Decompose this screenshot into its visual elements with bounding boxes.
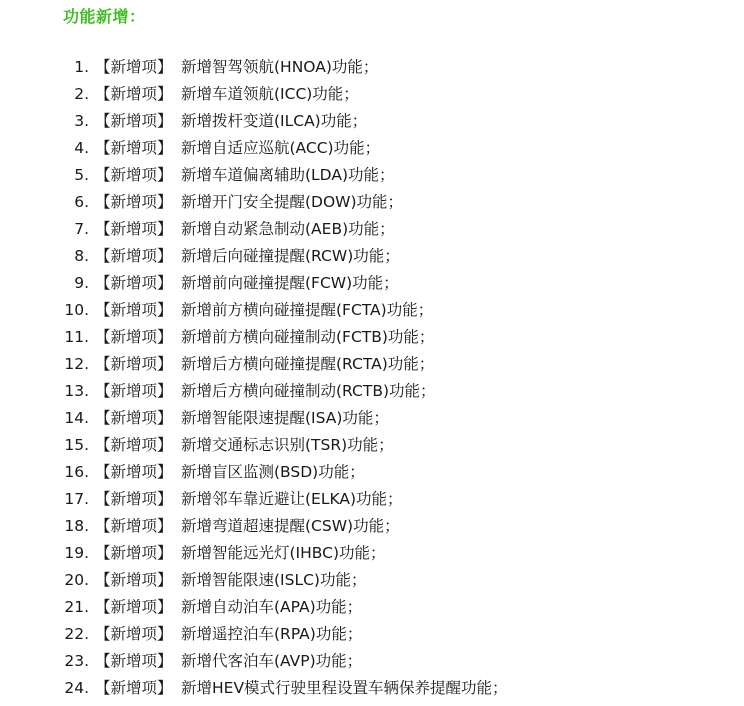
- item-description: 新增前方横向碰撞制动(FCTB)功能；: [181, 328, 435, 346]
- item-number: 7.: [74, 220, 89, 238]
- item-description: 新增自适应巡航(ACC)功能；: [181, 139, 381, 157]
- list-item: [0, 189, 508, 216]
- item-tag: 【新增项】: [95, 112, 173, 130]
- item-number: 2.: [74, 85, 89, 103]
- item-description: 新增开门安全提醒(DOW)功能；: [181, 193, 404, 211]
- item-tag: 【新增项】: [95, 490, 173, 508]
- item-tag: 【新增项】: [95, 193, 173, 211]
- item-tag: 【新增项】: [95, 139, 173, 157]
- item-tag: 【新增项】: [95, 544, 173, 562]
- item-number: 1.: [74, 58, 89, 76]
- item-description: 新增遥控泊车(RPA)功能；: [181, 625, 363, 643]
- item-number: 21.: [64, 598, 89, 616]
- item-description: 新增邻车靠近避让(ELKA)功能；: [181, 490, 403, 508]
- list-item: [0, 351, 508, 378]
- item-description: 新增HEV模式行驶里程设置车辆保养提醒功能；: [181, 679, 508, 697]
- item-tag: 【新增项】: [95, 625, 173, 643]
- item-tag: 【新增项】: [95, 328, 173, 346]
- item-number: 5.: [74, 166, 89, 184]
- list-item: [0, 270, 508, 297]
- list-item: [0, 405, 508, 432]
- list-item: [0, 243, 508, 270]
- item-tag: 【新增项】: [95, 220, 173, 238]
- item-description: 新增代客泊车(AVP)功能；: [181, 652, 363, 670]
- item-description: 新增拨杆变道(ILCA)功能；: [181, 112, 368, 130]
- list-item: [0, 162, 508, 189]
- list-item: [0, 324, 508, 351]
- item-number: 20.: [64, 571, 89, 589]
- item-description: 新增后方横向碰撞提醒(RCTA)功能；: [181, 355, 435, 373]
- list-item: [0, 432, 508, 459]
- list-item: [0, 648, 508, 675]
- item-tag: 【新增项】: [95, 517, 173, 535]
- list-item: [0, 216, 508, 243]
- item-description: 新增自动泊车(APA)功能；: [181, 598, 363, 616]
- item-tag: 【新增项】: [95, 409, 173, 427]
- list-item: [0, 621, 508, 648]
- item-tag: 【新增项】: [95, 301, 173, 319]
- item-number: 16.: [64, 463, 89, 481]
- list-item: [0, 54, 508, 81]
- item-tag: 【新增项】: [95, 166, 173, 184]
- item-tag: 【新增项】: [95, 463, 173, 481]
- item-number: 8.: [74, 247, 89, 265]
- item-description: 新增智能限速(ISLC)功能；: [181, 571, 367, 589]
- item-tag: 【新增项】: [95, 382, 173, 400]
- item-description: 新增智能远光灯(IHBC)功能；: [181, 544, 386, 562]
- item-number: 14.: [64, 409, 89, 427]
- list-item: [0, 594, 508, 621]
- list-item: [0, 81, 508, 108]
- item-number: 3.: [74, 112, 89, 130]
- item-number: 18.: [64, 517, 89, 535]
- list-item: [0, 108, 508, 135]
- item-number: 6.: [74, 193, 89, 211]
- list-item: [0, 567, 508, 594]
- item-tag: 【新增项】: [95, 85, 173, 103]
- item-description: 新增前方横向碰撞提醒(FCTA)功能；: [181, 301, 434, 319]
- item-description: 新增后方横向碰撞制动(RCTB)功能；: [181, 382, 436, 400]
- section-heading: 功能新增：: [63, 7, 146, 26]
- item-tag: 【新增项】: [95, 247, 173, 265]
- item-tag: 【新增项】: [95, 436, 173, 454]
- item-number: 12.: [64, 355, 89, 373]
- list-item: [0, 486, 508, 513]
- item-number: 9.: [74, 274, 89, 292]
- item-tag: 【新增项】: [95, 571, 173, 589]
- feature-list: [0, 54, 508, 702]
- item-tag: 【新增项】: [95, 652, 173, 670]
- item-description: 新增弯道超速提醒(CSW)功能；: [181, 517, 400, 535]
- item-number: 23.: [64, 652, 89, 670]
- item-number: 10.: [64, 301, 89, 319]
- list-item: [0, 459, 508, 486]
- item-tag: 【新增项】: [95, 679, 173, 697]
- list-item: [0, 297, 508, 324]
- item-tag: 【新增项】: [95, 58, 173, 76]
- item-tag: 【新增项】: [95, 598, 173, 616]
- item-description: 新增后向碰撞提醒(RCW)功能；: [181, 247, 400, 265]
- item-description: 新增车道领航(ICC)功能；: [181, 85, 359, 103]
- item-number: 13.: [64, 382, 89, 400]
- item-number: 15.: [64, 436, 89, 454]
- item-tag: 【新增项】: [95, 274, 173, 292]
- item-description: 新增交通标志识别(TSR)功能；: [181, 436, 394, 454]
- item-description: 新增智能限速提醒(ISA)功能；: [181, 409, 389, 427]
- item-description: 新增前向碰撞提醒(FCW)功能；: [181, 274, 399, 292]
- item-description: 新增自动紧急制动(AEB)功能；: [181, 220, 395, 238]
- item-description: 新增车道偏离辅助(LDA)功能；: [181, 166, 395, 184]
- item-number: 22.: [64, 625, 89, 643]
- list-item: [0, 675, 508, 702]
- item-tag: 【新增项】: [95, 355, 173, 373]
- item-description: 新增盲区监测(BSD)功能；: [181, 463, 365, 481]
- item-number: 17.: [64, 490, 89, 508]
- item-number: 4.: [74, 139, 89, 157]
- item-number: 11.: [64, 328, 89, 346]
- list-item: [0, 513, 508, 540]
- item-description: 新增智驾领航(HNOA)功能；: [181, 58, 379, 76]
- list-item: [0, 540, 508, 567]
- list-item: [0, 135, 508, 162]
- item-number: 24.: [64, 679, 89, 697]
- item-number: 19.: [64, 544, 89, 562]
- list-item: [0, 378, 508, 405]
